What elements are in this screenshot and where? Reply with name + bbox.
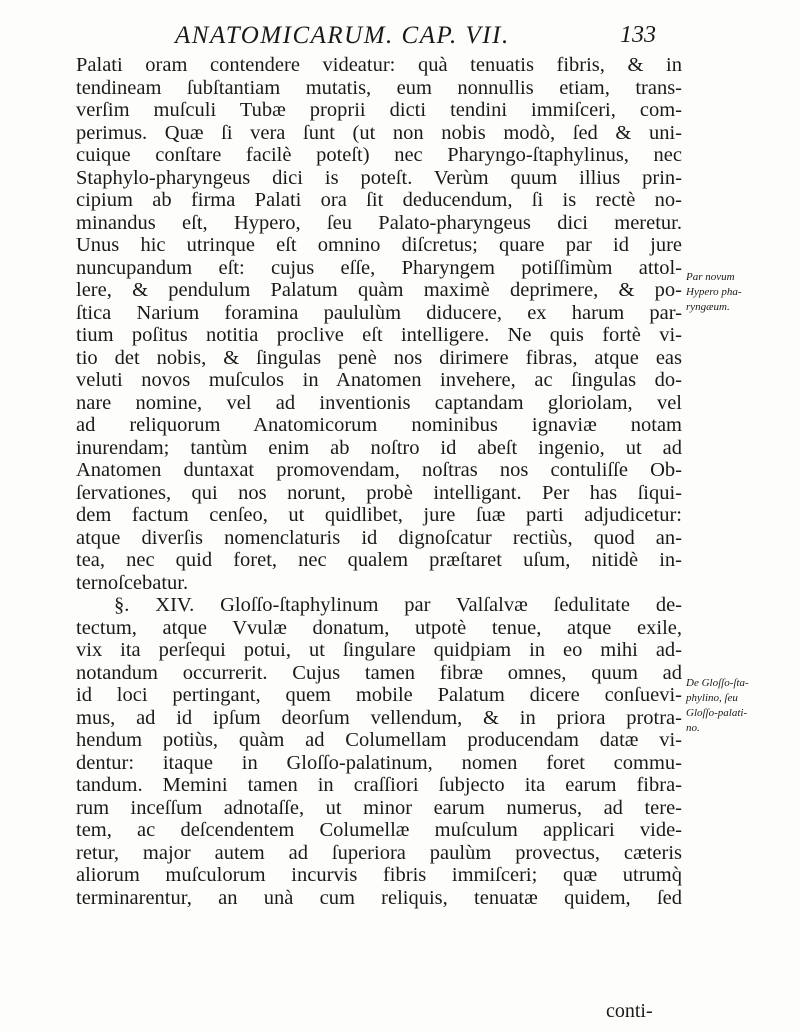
text-line: perimus. Quæ ſi vera ſunt (ut non nobis modò, ſed & uni- [76,121,682,144]
margin-note-line: De Gloſſo-ſta- [686,677,749,689]
text-line: nuncupandum eſt: cujus eſſe, Pharyngem potiſſimùm attol- [76,256,682,279]
text-line: hendum potiùs, quàm ad Columellam producendam datæ vi- [76,729,682,751]
text-line: tandum. Memini tamen in craſſiori ſubjecto ita earum fibra- [76,774,682,796]
margin-note-line: phylino, ſeu [686,692,738,704]
text-line: Anatomen duntaxat promovendam, noſtras nos contuliſſe Ob- [76,459,682,481]
margin-note-line: ryngæum. [686,301,730,313]
text-line: terminarentur, an unà cum reliquis, tenuatæ quidem, ſed [76,886,682,909]
text-line: rum inceſſum adnotaſſe, ut minor earum numerus, ad tere- [76,796,682,819]
margin-note-line: no. [686,722,700,734]
text-line: dem factum cenſeo, ut quidlibet, jure ſuæ parti adjudicetur: [76,504,682,526]
text-line: tea, nec quid foret, nec qualem præſtaret uſum, nitidè in- [76,549,682,571]
text-line: ſtica Narium foramina paululùm diducere, ex harum par- [76,301,682,324]
text-line: cuique conſtare facilè poteſt) nec Pharyngo-ſtaphylinus, nec [76,144,682,166]
text-line: retur, major autem ad ſuperiora paulùm provectus, cæteris [76,841,682,864]
text-line: lere, & pendulum Palatum quàm maximè deprimere, & po- [76,279,682,301]
text-line: verſim muſculi Tubæ proprii dicti tendini immiſceri, com- [76,99,682,121]
text-line: ad reliquorum Anatomicorum nominibus ignaviæ notam [76,414,682,436]
text-line: cipium ab firma Palati ora ſit deducendum, ſi is rectè no- [76,189,682,211]
margin-note-line: Hypero pha- [686,286,742,298]
text-line: id loci pertingant, quem mobile Palatum dicere conſuevi- [76,684,682,706]
text-line: tendineam ſubſtantiam mutatis, eum nonnullis etiam, trans- [76,76,682,99]
text-line: inurendam; tantùm enim ab noſtro id abeſt ingenio, ut ad [76,436,682,459]
text-line: tectum, atque Vvulæ donatum, utpotè tenue, atque exile, [76,616,682,639]
body-text [76,54,682,909]
text-line: ſervationes, qui nos norunt, probè intelligant. Per has ſiqui- [76,481,682,504]
text-line: vix ita perſequi potui, ut ſingulare quidpiam in eo mihi ad- [76,639,682,661]
margin-note [686,676,786,736]
text-line: tio det nobis, & ſingulas penè nos dirimere fibras, atque eas [76,346,682,369]
text-line: dentur: itaque in Gloſſo-palatinum, nomen foret commu- [76,751,682,774]
page-number: 133 [620,22,656,48]
paragraph [76,594,682,909]
text-line: tium poſitus notitia proclive eſt intelligere. Ne quis fortè vi- [76,324,682,346]
running-head: ANATOMICARUM. CAP. VII. [175,22,510,49]
text-line: aliorum muſculorum incurvis fibris immiſceri; quæ utrumq̀ [76,864,682,886]
text-line: ternoſcebatur. [76,571,189,594]
text-line: notandum occurrerit. Cujus tamen fibræ omnes, quum ad [76,661,682,684]
text-line: mus, ad id ipſum deorſum vellendum, & in priora protra- [76,706,682,729]
margin-note-line: Par novum [686,271,735,283]
text-line: nare nomine, vel ad inventionis captandam gloriolam, vel [76,391,682,414]
text-line: tem, ac deſcendentem Columellæ muſculum applicari vide- [76,819,682,841]
margin-note-line: Gloſſo-palati- [686,707,748,719]
section-heading-line: §. XIV. Gloſſo-ſtaphylinum par Valſalvæ ſedulitate de- [114,594,682,616]
text-line: veluti novos muſculos in Anatomen invehere, ac ſingulas do- [76,369,682,391]
paragraph [76,54,682,594]
text-line: atque diverſis nomenclaturis id dignoſcatur rectiùs, quod an- [76,526,682,549]
margin-note [686,270,786,315]
text-line: Palati oram contendere videatur: quà tenuatis fibris, & in [76,54,682,76]
text-line: Unus hic utrinque eſt omnino diſcretus; quare par id jure [76,234,682,256]
text-line: Staphylo-pharyngeus dici is poteſt. Verùm quum illius prin- [76,166,682,189]
text-line: minandus eſt, Hypero, ſeu Palato-pharyngeus dici meretur. [76,211,682,234]
catchword: conti- [606,1000,653,1022]
